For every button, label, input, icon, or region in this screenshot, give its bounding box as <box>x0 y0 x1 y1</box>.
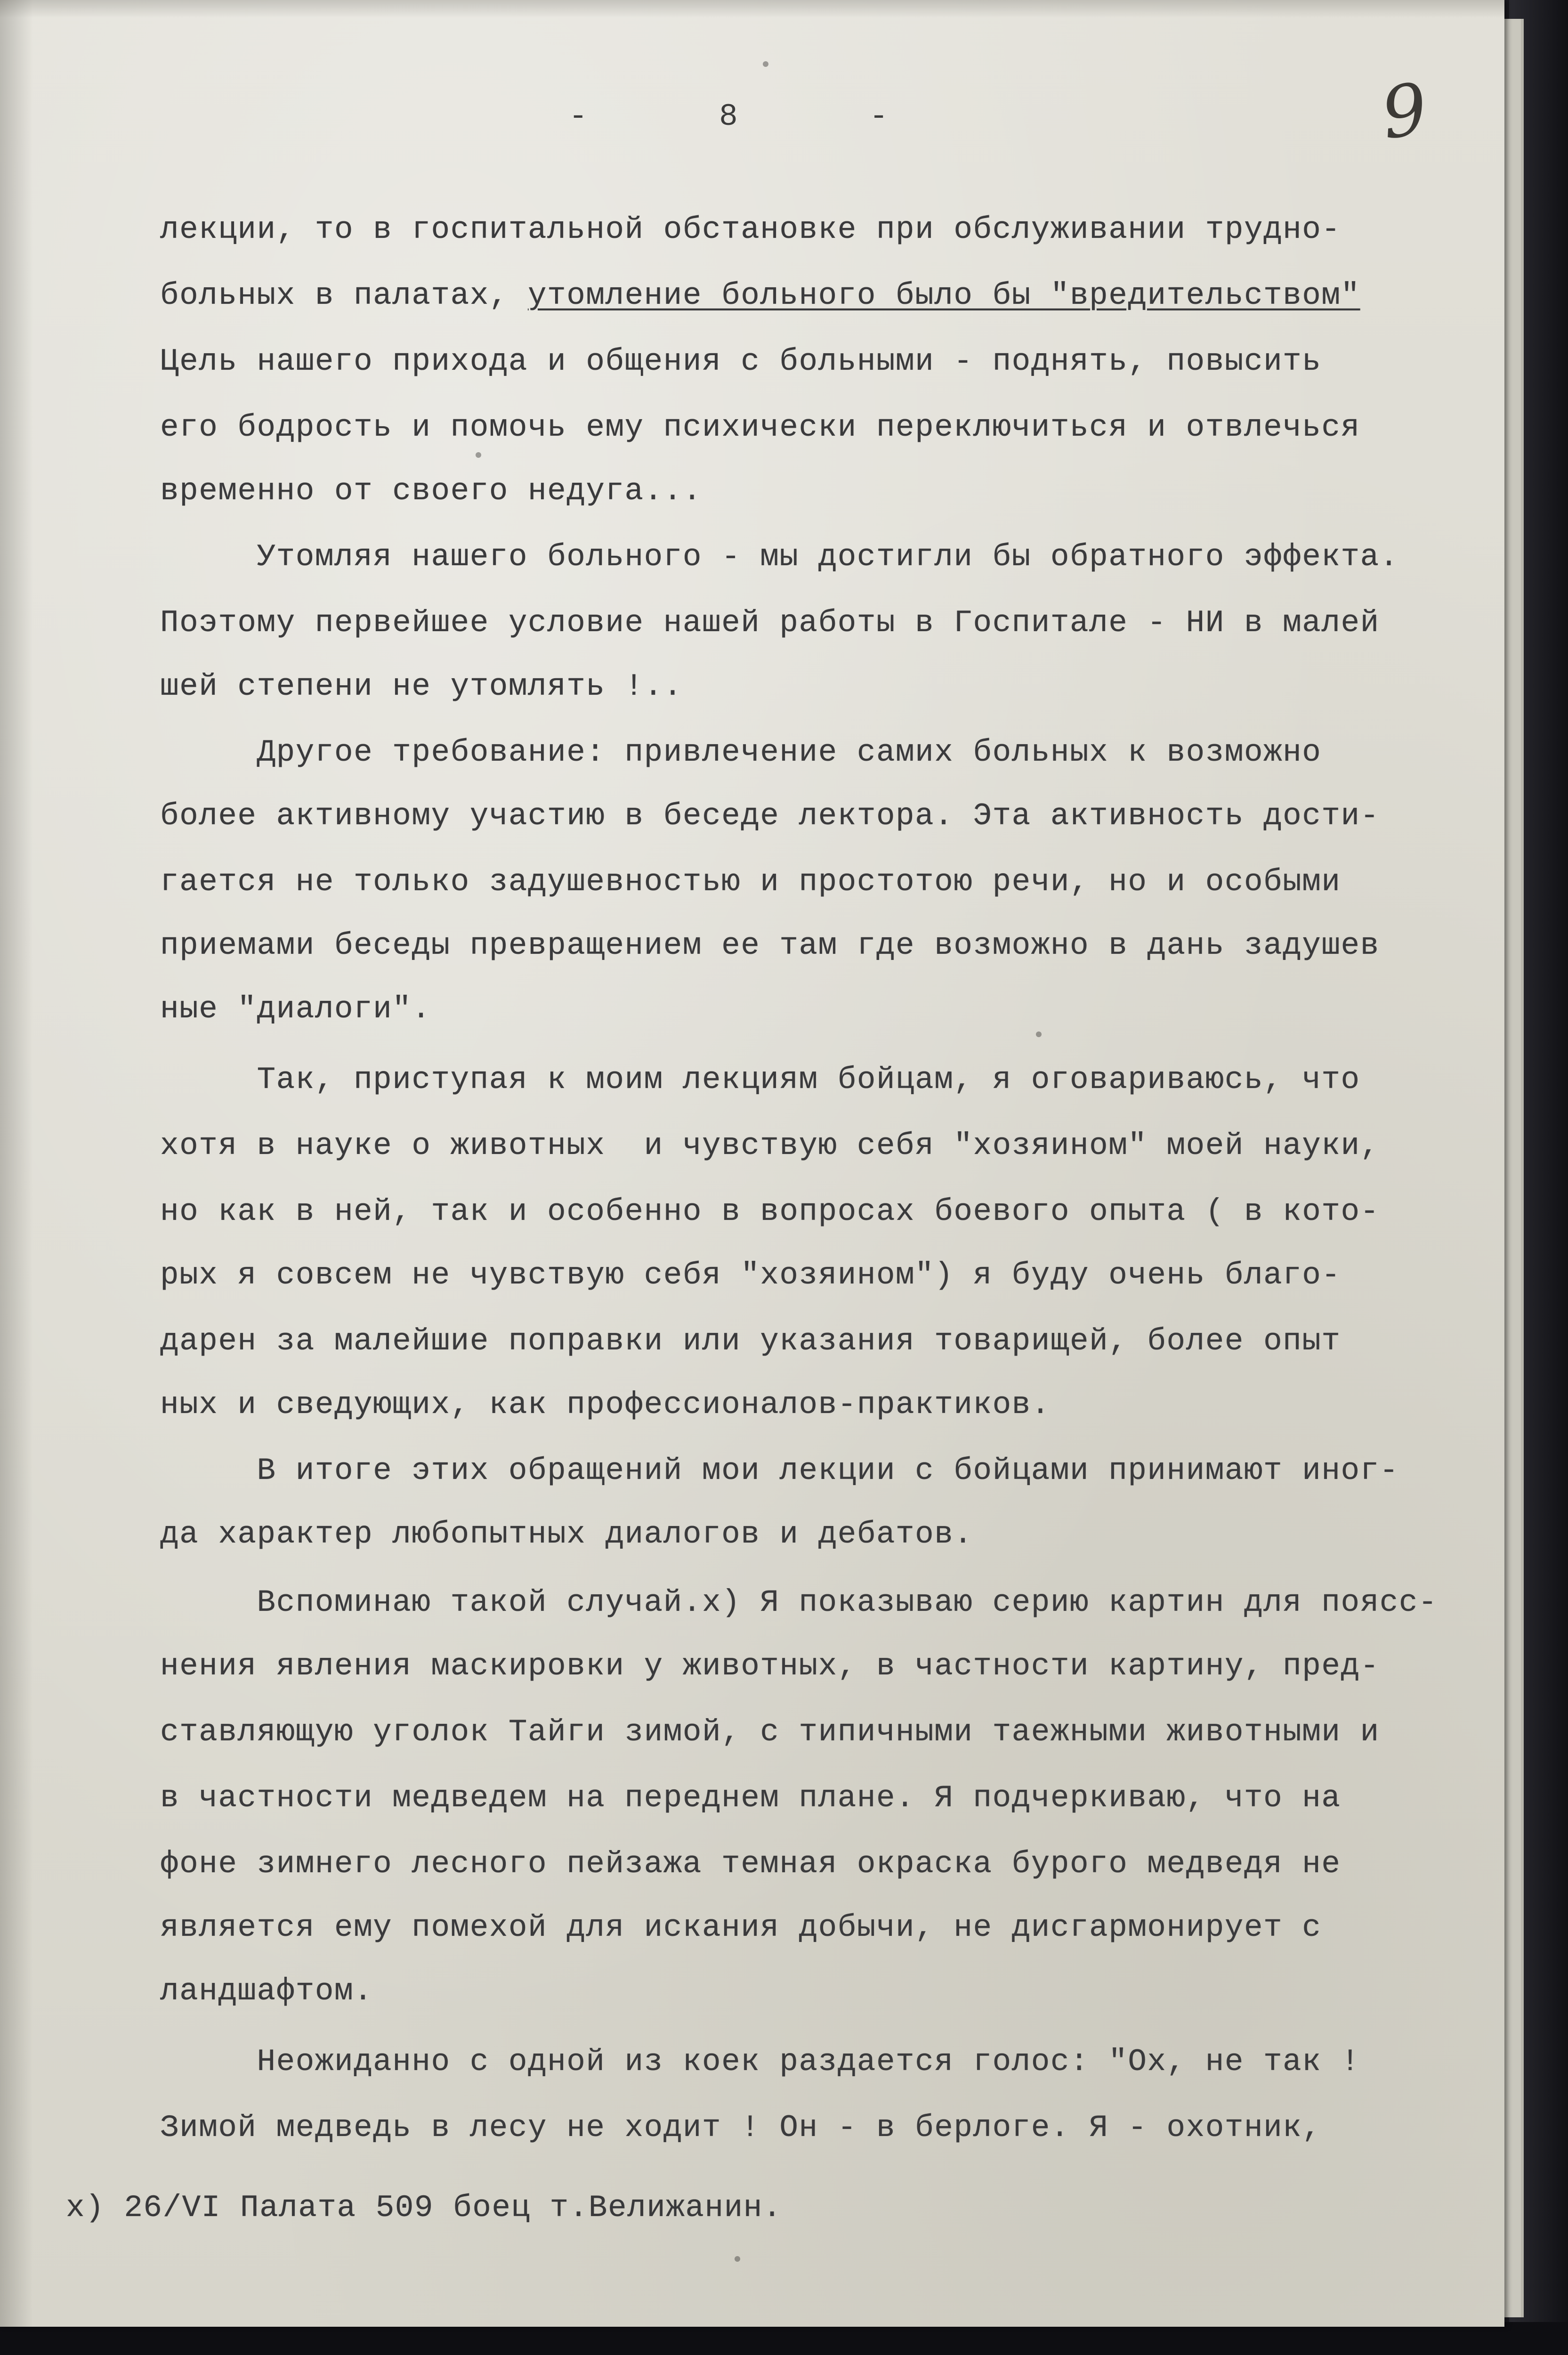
paper-speck <box>735 2256 740 2262</box>
text-line: является ему помехой для искания добычи, не дисгармонирует с <box>160 1910 1322 1945</box>
text-line: Неожиданно с одной из коек раздается голос: "Ох, не так ! <box>160 2044 1360 2079</box>
text-line: Утомляя нашего больного - мы достигли бы обратного эффекта. <box>160 539 1399 575</box>
page-number: - 8 - <box>568 99 891 134</box>
text-line: Так, приступая к моим лекциям бойцам, я оговариваюсь, что <box>160 1062 1360 1097</box>
text-line: приемами беседы превращением ее там где возможно в дань задушев <box>160 928 1380 963</box>
text-line: рых я совсем не чувствую себя "хозяином") я буду очень благо- <box>160 1258 1341 1293</box>
underlined-phrase: утомление больного было бы "вредительством" <box>528 278 1360 313</box>
text-line: гается не только задушевностью и простотою речи, но и особыми <box>160 864 1341 900</box>
text-line: Поэтому первейшее условие нашей работы в Госпитале - НИ в малей <box>160 605 1380 641</box>
text-line: его бодрость и помочь ему психически переключиться и отвлечься <box>160 410 1360 445</box>
scan-backdrop-bottom <box>0 2322 1568 2355</box>
footnote: х) 26/VI Палата 509 боец т.Велижанин. <box>66 2190 782 2225</box>
text-line: шей степени не утомлять !.. <box>160 669 683 704</box>
text-line: ные "диалоги". <box>160 991 431 1027</box>
text-line: Цель нашего прихода и общения с больными - поднять, повысить <box>160 344 1322 379</box>
text-line-start: больных в палатах, <box>160 278 528 313</box>
text-line: хотя в науке о животных и чувствую себя "хозяином" моей науки, <box>160 1128 1380 1163</box>
text-line: лекции, то в госпитальной обстановке при обслуживании трудно- <box>160 212 1341 247</box>
text-line: ных и сведующих, как профессионалов-практиков. <box>160 1387 1051 1422</box>
text-line: ставляющую уголок Тайги зимой, с типичными таежными животными и <box>160 1714 1380 1750</box>
page-top-edge <box>0 0 1504 18</box>
text-line: в частности медведем на переднем плане. Я подчеркиваю, что на <box>160 1780 1341 1816</box>
paper-speck <box>476 452 481 458</box>
page-edge-shadow <box>0 0 33 2327</box>
handwritten-folio-number: 9 <box>1376 68 1433 155</box>
text-line: В итоге этих обращений мои лекции с бойцами принимают иног- <box>160 1453 1399 1488</box>
text-line: Другое требование: привлечение самих больных к возможно <box>160 735 1322 770</box>
text-line: более активному участию в беседе лектора. Эта активность дости- <box>160 798 1380 834</box>
paper-speck <box>1036 1031 1042 1037</box>
paper-speck <box>763 61 768 67</box>
text-line: Вспоминаю такой случай.х) Я показываю серию картин для поясс- <box>160 1585 1438 1620</box>
text-line: ландшафтом. <box>160 1973 373 2009</box>
text-line: но как в ней, так и особенно в вопросах боевого опыта ( в кото- <box>160 1194 1380 1229</box>
text-line: да характер любопытных диалогов и дебатов. <box>160 1517 973 1552</box>
text-line: дарен за малейшие поправки или указания товарищей, более опыт <box>160 1324 1341 1359</box>
text-line: Зимой медведь в лесу не ходит ! Он - в берлоге. Я - охотник, <box>160 2110 1322 2145</box>
text-line: временно от своего недуга... <box>160 473 702 509</box>
text-line: фоне зимнего лесного пейзажа темная окраска бурого медведя не <box>160 1846 1341 1882</box>
text-line: нения явления маскировки у животных, в частности картину, пред- <box>160 1648 1380 1684</box>
text-line <box>160 280 1360 311</box>
